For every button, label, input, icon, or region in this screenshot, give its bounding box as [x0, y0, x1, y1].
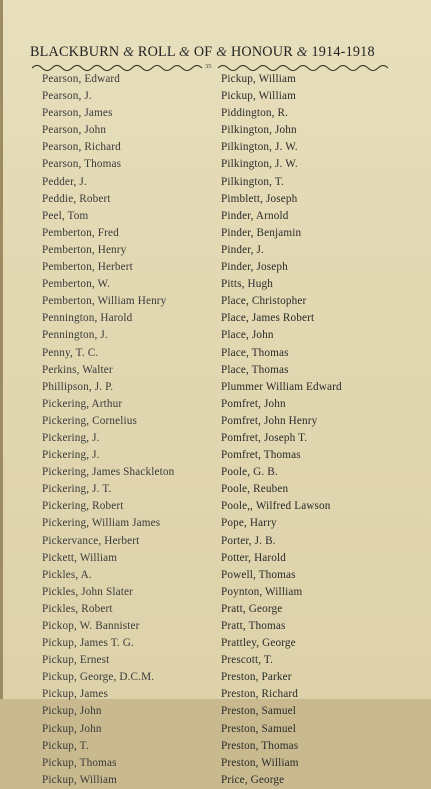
roll-name-entry: Pickering, Cornelius — [42, 414, 137, 427]
roll-name-entry: Pickering, J. — [42, 449, 100, 462]
roll-name-entry: Pickup, Thomas — [42, 756, 117, 769]
roll-name-entry: Pickles, Robert — [42, 602, 113, 615]
roll-name-entry: Pickering, Robert — [42, 500, 124, 513]
roll-name-entry: Pomfret, Thomas — [221, 449, 301, 462]
roll-name-entry: Place, Thomas — [221, 363, 289, 376]
roll-name-entry: Preston, Parker — [221, 671, 292, 684]
header-honour: HONOUR — [230, 44, 293, 60]
roll-name-entry: Pilkington, John — [221, 124, 297, 137]
roll-name-entry: Plummer William Edward — [221, 380, 342, 393]
roll-name-entry: Pearson, Edward — [42, 73, 121, 85]
roll-name-entry: Pickervance, Herbert — [42, 534, 140, 547]
roll-name-entry: Place, Christopher — [221, 295, 307, 308]
roll-name-entry: Pickering, Arthur — [42, 397, 123, 410]
header-roll: ROLL — [137, 44, 176, 60]
roll-name-entry: Pinder, Joseph — [221, 261, 288, 274]
roll-name-entry: Poole, Reuben — [221, 483, 289, 496]
roll-name-entry: Preston, Richard — [221, 688, 298, 701]
roll-name-entry: Penny, T. C. — [42, 346, 99, 359]
roll-name-entry: Pitts, Hugh — [221, 278, 274, 291]
roll-name-entry: Pickering, William James — [42, 517, 161, 530]
roll-name-entry: Peddie, Robert — [42, 192, 111, 205]
roll-name-entry: Place, James Robert — [221, 312, 315, 325]
roll-name-entry: Pope, Harry — [221, 517, 277, 530]
roll-name-entry: Pratt, Thomas — [221, 620, 286, 632]
roll-name-entry: Poynton, William — [221, 585, 303, 598]
roll-name-entry: Pomfret, John — [221, 397, 286, 410]
roll-name-entry: Pearson, James — [42, 107, 113, 120]
roll-name-entry: Perkins, Walter — [42, 363, 113, 376]
roll-name-entry: Price, George — [221, 773, 285, 786]
roll-name-entry: Pickop, W. Bannister — [42, 620, 140, 632]
roll-name-entry: Pickles, A. — [42, 568, 92, 581]
roll-name-entry: Pomfret, John Henry — [221, 414, 318, 427]
roll-name-entry: Prescott, T. — [221, 654, 274, 667]
roll-name-entry: Pilkington, T. — [221, 175, 284, 188]
roll-name-entry: Pickup, James T. G. — [42, 637, 134, 650]
header-of: OF — [193, 44, 213, 60]
header-ampersand: & — [123, 45, 135, 60]
roll-name-entry: Pearson, John — [42, 124, 107, 137]
header-ampersand: & — [216, 45, 228, 60]
left-name-column — [42, 71, 174, 789]
roll-name-entry: Pearson, Thomas — [42, 158, 122, 171]
roll-name-entry: Poole, G. B. — [221, 466, 278, 479]
roll-name-entry: Pickering, J. T. — [42, 483, 112, 496]
roll-name-entry: Pratt, George — [221, 602, 283, 615]
roll-name-entry: Poole,, Wilfred Lawson — [221, 500, 331, 513]
roll-name-entry: Peel, Tom — [42, 209, 89, 222]
page-header — [30, 44, 405, 61]
page-spine-edge — [0, 0, 3, 699]
header-ampersand: & — [296, 45, 308, 60]
roll-name-entry: Pearson, Richard — [42, 141, 121, 154]
roll-name-entry: Pinder, Arnold — [221, 209, 289, 222]
roll-name-entry: Pickup, William — [42, 773, 117, 786]
roll-name-entry: Pickup, John — [42, 705, 102, 718]
roll-name-entry: Potter, Harold — [221, 551, 287, 564]
header-blackburn: BLACKBURN — [30, 44, 120, 60]
roll-name-entry: Pemberton, Henry — [42, 243, 127, 256]
roll-name-entry: Pickup, William — [221, 90, 296, 103]
roll-name-entry: Pickup, John — [42, 722, 102, 735]
roll-name-entry: Pickering, James Shackleton — [42, 466, 175, 479]
roll-name-entry: Pomfret, Joseph T. — [221, 431, 308, 444]
roll-name-entry: Piddington, R. — [221, 107, 289, 120]
roll-name-entry: Place, John — [221, 329, 274, 342]
page-number: 35 — [205, 63, 212, 70]
roll-name-entry: Pickett, William — [42, 551, 118, 564]
roll-name-entry: Pickering, J. — [42, 431, 100, 444]
roll-name-entry: Pemberton, W. — [42, 278, 111, 291]
roll-name-entry: Preston, Samuel — [221, 705, 296, 718]
roll-name-entry: Pemberton, Fred — [42, 226, 119, 239]
roll-name-entry: Phillipson, J. P. — [42, 380, 114, 393]
roll-name-entry: Pennington, J. — [42, 329, 108, 342]
roll-name-entry: Pickup, George, D.C.M. — [42, 671, 155, 684]
header-ampersand: & — [178, 45, 191, 60]
roll-name-entry: Preston, Samuel — [221, 722, 296, 735]
roll-name-entry: Pickup, William — [221, 73, 296, 85]
roll-name-entry: Pemberton, Herbert — [42, 261, 133, 274]
roll-name-entry: Pimblett, Joseph — [221, 192, 298, 205]
roll-name-entry: Pedder, J. — [42, 175, 87, 188]
roll-name-entry: Pilkington, J. W. — [221, 141, 298, 154]
roll-name-entry: Pickup, James — [42, 688, 108, 701]
roll-name-entry: Pickles, John Slater — [42, 585, 133, 598]
roll-name-entry: Pemberton, William Henry — [42, 295, 167, 308]
roll-name-entry: Pinder, J. — [221, 243, 265, 256]
roll-name-entry: Preston, William — [221, 756, 299, 769]
roll-name-entry: Place, Thomas — [221, 346, 289, 359]
right-name-column — [221, 71, 342, 789]
roll-name-entry: Pilkington, J. W. — [221, 158, 298, 171]
roll-name-entry: Pennington, Harold — [42, 312, 133, 325]
roll-name-entry: Pickup, Ernest — [42, 654, 110, 667]
header-years: 1914-1918 — [311, 44, 375, 60]
roll-name-entry: Powell, Thomas — [221, 568, 296, 581]
roll-name-entry: Pinder, Benjamin — [221, 226, 302, 239]
roll-name-entry: Pickup, T. — [42, 739, 89, 752]
roll-name-entry: Porter, J. B. — [221, 534, 276, 547]
roll-name-entry: Pearson, J. — [42, 90, 92, 103]
roll-name-entry: Prattley, George — [221, 637, 296, 650]
roll-name-entry: Preston, Thomas — [221, 739, 299, 752]
